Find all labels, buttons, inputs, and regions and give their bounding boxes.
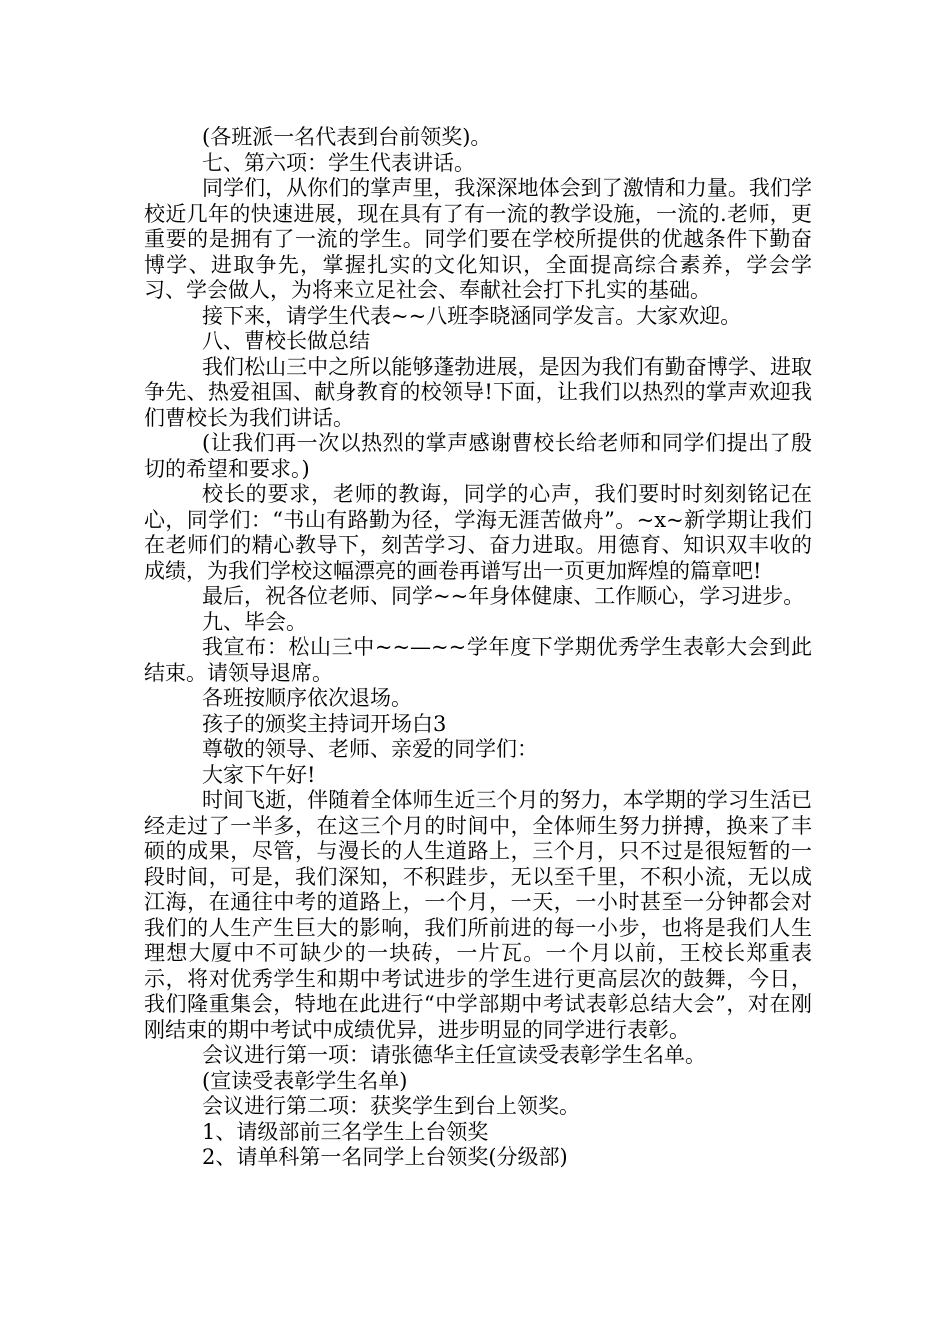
paragraph: 我宣布：松山三中~~—~~学年度下学期优秀学生表彰大会到此结束。请领导退席。 [144, 635, 812, 685]
paragraph: 九、毕会。 [202, 609, 307, 634]
paragraph: 会议进行第一项：请张德华主任宣读受表彰学生名单。 [202, 1043, 706, 1067]
paragraph: 我们松山三中之所以能够蓬勃进展，是因为我们有勤奋博学、进取争先、热爱祖国、献身教育的校领导!下面，让我们以热烈的掌声欢迎我们曹校长为我们讲话。 [144, 354, 812, 430]
paragraph: 接下来，请学生代表~~八班李晓涵同学发言。大家欢迎。 [202, 303, 742, 328]
paragraph: 校长的要求，老师的教诲，同学的心声，我们要时时刻刻铭记在心，同学们：“书山有路勤为径，学海无涯苦做舟”。~x~新学期让我们在老师们的精心教导下，刻苦学习、奋力进取。用德育、知识双丰收的成绩，为我们学校这幅漂亮的画卷再谱写出一页更加辉煌的篇章吧! [144, 482, 812, 583]
paragraph: 八、曹校长做总结 [202, 329, 370, 353]
paragraph: 大家下午好! [202, 762, 316, 787]
paragraph: 时间飞逝，伴随着全体师生近三个月的努力，本学期的学习生活已经走过了一半多，在这三个月的时间中，全体师生努力拼搏，换来了丰硕的成果，尽管，与漫长的人生道路上，三个月，只不过是很短暂的一段时间，可是，我们深知，不积跬步，无以至千里，不积小流，无以成江海，在通往中考的道路上，一个月，一天，一小时甚至一分钟都会对我们的人生产生巨大的影响，我们所前进的每一小步，也将是我们人生理想大厦中不可缺少的一块砖，一片瓦。一个月以前，王校长郑重表示，将对优秀学生和期中考试进步的学生进行更高层次的鼓舞，今日，我们隆重集会，特地在此进行“中学部期中考试表彰总结大会”，对在刚刚结束的期中考试中成绩优异，进步明显的同学进行表彰。 [144, 788, 812, 1042]
paragraph: (让我们再一次以热烈的掌声感谢曹校长给老师和同学们提出了殷切的希望和要求。) [144, 431, 812, 481]
paragraph: (宣读受表彰学生名单) [202, 1068, 408, 1093]
paragraph: 尊敬的领导、老师、亲爱的同学们： [202, 737, 538, 761]
paragraph: 七、第六项：学生代表讲话。 [202, 150, 475, 175]
list-item: 1、请级部前三名学生上台领奖 [202, 1119, 489, 1144]
section-heading: 孩子的颁奖主持词开场白3 [202, 711, 447, 736]
paragraph: 各班按顺序依次退场。 [202, 686, 412, 710]
paragraph: 最后，祝各位老师、同学~~年身体健康、工作顺心，学习进步。 [202, 584, 805, 608]
paragraph: 同学们，从你们的掌声里，我深深地体会到了激情和力量。我们学校近几年的快速进展，现在具有了有一流的教学设施，一流的.老师，更重要的是拥有了一流的学生。同学们要在学校所提供的优越条件下勤奋博学、进取争先，掌握扎实的文化知识，全面提高综合素养，学会学习、学会做人，为将来立足社会、奉献社会打下扎实的基础。 [144, 176, 812, 302]
paragraph: 会议进行第二项：获奖学生到台上领奖。 [202, 1094, 580, 1118]
list-item: 2、请单科第一名同学上台领奖(分级部) [202, 1145, 568, 1169]
paragraph: (各班派一名代表到台前领奖)。 [202, 125, 492, 149]
document-body [144, 125, 812, 1171]
